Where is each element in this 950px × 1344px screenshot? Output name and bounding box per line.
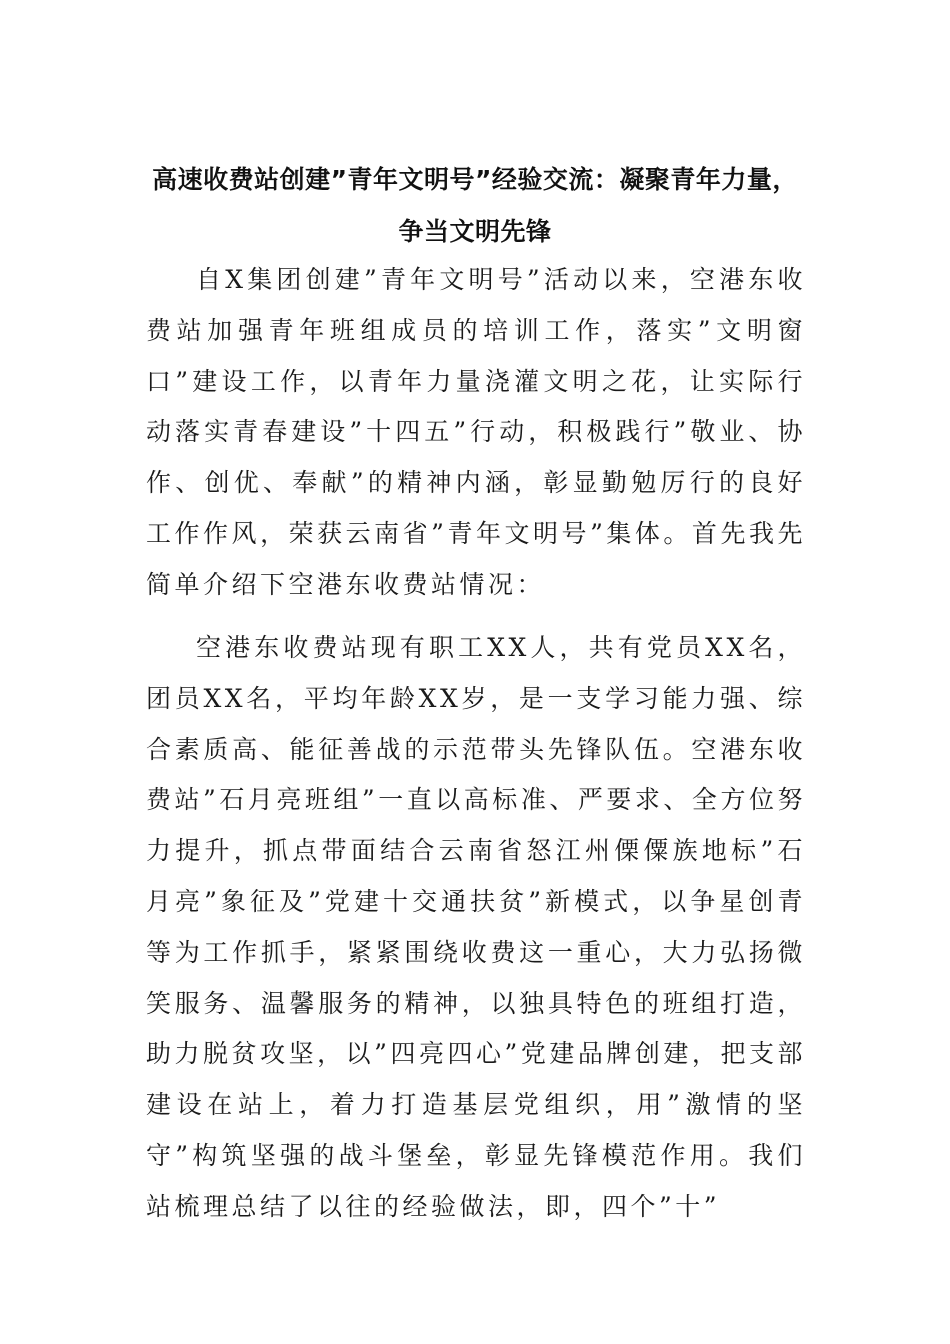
body-paragraph: 空港东收费站现有职工XX人，共有党员XX名，团员XX名，平均年龄XX岁，是一支学习能力强、综合素质高、能征善战的示范带头先锋队伍。空港东收费站”石月亮班组”一直以高标准、严要求、全方位努力提升，抓点带面结合云南省怒江州傈僳族地标”石月亮”象征及”党建十交通扶贫”新模式，以争星创青等为工作抓手，紧紧围绕收费这一重心，大力弘扬微笑服务、温馨服务的精神，以独具特色的班组打造，助力脱贫攻坚，以”四亮四心”党建品牌创建，把支部建设在站上，着力打造基层党组织，用”激情的坚守”构筑坚强的战斗堡垒，彰显先锋模范作用。我们站梳理总结了以往的经验做法，即，四个”十” — [146, 633, 806, 1221]
body-paragraph: 自X集团创建”青年文明号”活动以来，空港东收费站加强青年班组成员的培训工作，落实”文明窗口”建设工作，以青年力量浇灌文明之花，让实际行动落实青春建设”十四五”行动，积极践行”敬业、协作、创优、奉献”的精神内涵，彰显勤勉厉行的良好工作作风，荣获云南省”青年文明号”集体。首先我先简单介绍下空港东收费站情况： — [146, 265, 806, 599]
document-title-line-1: 高速收费站创建”青年文明号”经验交流：凝聚青年力量， — [152, 165, 798, 194]
body-paragraph-2-block — [146, 623, 806, 1233]
body-paragraph-1-block — [146, 255, 806, 611]
document-title-line-2: 争当文明先锋 — [398, 217, 552, 246]
